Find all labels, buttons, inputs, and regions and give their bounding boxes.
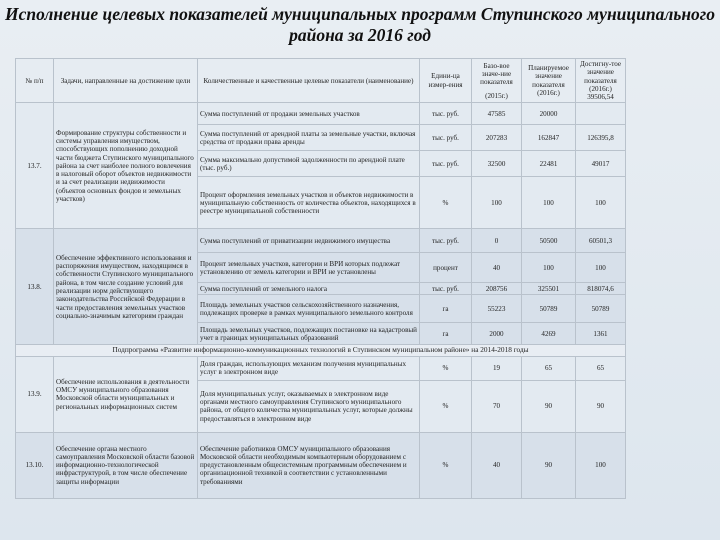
table-row xyxy=(16,356,716,380)
indicator-cell: Сумма поступлений от приватизации недвижимого имущества xyxy=(198,229,420,253)
planned-cell: 50500 xyxy=(522,229,576,253)
unit-cell: % xyxy=(420,380,472,432)
achieved-cell: 60501,3 xyxy=(576,229,626,253)
achieved-cell: 49017 xyxy=(576,151,626,177)
indicator-cell: Доля граждан, использующих механизм получения муниципальных услуг в электронном виде xyxy=(198,356,420,380)
planned-cell: 100 xyxy=(522,253,576,283)
base-cell: 2000 xyxy=(472,323,522,345)
header-planned: Планируемое значение показателя (2016г.) xyxy=(522,59,576,103)
indicators-table xyxy=(15,58,716,499)
indicator-cell: Сумма максимально допустимой задолженности по арендной плате (тыс. руб.) xyxy=(198,151,420,177)
header-unit: Едини-ца измер-ения xyxy=(420,59,472,103)
achieved-cell xyxy=(576,103,626,125)
page-title: Исполнение целевых показателей муниципальных программ Ступинского муниципального района за 2016 год xyxy=(4,4,715,45)
base-cell: 47585 xyxy=(472,103,522,125)
header-achieved xyxy=(576,59,626,103)
header-achieved-label: Достигну-тое значение показателя (2016г.) xyxy=(579,60,621,93)
task-cell: Обеспечение эффективного использования и распоряжения имуществом, находящимся в собственности Ступинского муниципального района, в том числе создание условий для реализации норм действующего законодательства Российской Федерации в части предоставления земельных участков социально-значимым категориям граждан xyxy=(54,229,198,345)
planned-cell: 20000 xyxy=(522,103,576,125)
row-num: 13.10. xyxy=(16,432,54,498)
row-num: 13.7. xyxy=(16,103,54,229)
subprogram-title: Подпрограмма «Развитие информационно-коммуникационных технологий в Ступинском муниципальном районе» на 2014-2018 годы xyxy=(16,345,626,356)
base-cell: 40 xyxy=(472,253,522,283)
planned-cell: 22481 xyxy=(522,151,576,177)
achieved-cell: 65 xyxy=(576,356,626,380)
header-base-label: Базо-вое значе-ние показателя xyxy=(480,61,513,87)
task-cell: Обеспечение органа местного самоуправления Московской области базовой информационно-технологической инфраструктурой, в том числе обеспечение защиты информации xyxy=(54,432,198,498)
header-extra-value: 39506,54 xyxy=(587,93,614,102)
indicator-cell: Сумма поступлений от продажи земельных участков xyxy=(198,103,420,125)
indicator-cell: Площадь земельных участков, подлежащих постановке на кадастровый учет в границах муниципальных образований xyxy=(198,323,420,345)
table-row xyxy=(16,103,716,125)
unit-cell: % xyxy=(420,432,472,498)
indicator-cell: Обеспечение работников ОМСУ муниципального образования Московской области необходимым компьютерным оборудованием с предустановленным общесистемным программным обеспечением и организационной техникой в соответствии с установленными требованиями xyxy=(198,432,420,498)
row-num: 13.8. xyxy=(16,229,54,345)
planned-cell: 90 xyxy=(522,432,576,498)
indicator-cell: Площадь земельных участков сельскохозяйственного назначения, подлежащих проверке в рамках муниципального земельного контроля xyxy=(198,295,420,323)
achieved-cell: 100 xyxy=(576,177,626,229)
planned-cell: 162847 xyxy=(522,125,576,151)
unit-cell: тыс. руб. xyxy=(420,283,472,295)
base-cell: 55223 xyxy=(472,295,522,323)
planned-cell: 65 xyxy=(522,356,576,380)
base-cell: 208756 xyxy=(472,283,522,295)
unit-cell: % xyxy=(420,177,472,229)
row-num: 13.9. xyxy=(16,356,54,432)
unit-cell: тыс. руб. xyxy=(420,229,472,253)
base-cell: 32500 xyxy=(472,151,522,177)
unit-cell: га xyxy=(420,323,472,345)
unit-cell: тыс. руб. xyxy=(420,151,472,177)
base-cell: 70 xyxy=(472,380,522,432)
achieved-cell: 126395,8 xyxy=(576,125,626,151)
indicator-cell: Сумма поступлений от земельного налога xyxy=(198,283,420,295)
achieved-cell: 818074,6 xyxy=(576,283,626,295)
planned-cell: 4269 xyxy=(522,323,576,345)
planned-cell: 90 xyxy=(522,380,576,432)
unit-cell: процент xyxy=(420,253,472,283)
base-cell: 19 xyxy=(472,356,522,380)
header-base xyxy=(472,59,522,103)
achieved-cell: 100 xyxy=(576,253,626,283)
header-base-year: (2015г.) xyxy=(485,91,508,100)
achieved-cell: 50789 xyxy=(576,295,626,323)
table-row xyxy=(16,229,716,253)
header-tasks: Задачи, направленные на достижение цели xyxy=(54,59,198,103)
base-cell: 0 xyxy=(472,229,522,253)
unit-cell: % xyxy=(420,356,472,380)
indicator-cell: Сумма поступлений от арендной платы за земельные участки, включая средства от продажи права аренды xyxy=(198,125,420,151)
unit-cell: тыс. руб. xyxy=(420,103,472,125)
achieved-cell: 100 xyxy=(576,432,626,498)
indicator-cell: Доля муниципальных услуг, оказываемых в электронном виде органами местного самоуправления Ступинского муниципального района, от общего количества муниципальных услуг, которые должны предоставляться в электронном виде xyxy=(198,380,420,432)
task-cell: Обеспечение использования в деятельности ОМСУ муниципального образования Московской области муниципальных и региональных информационных систем xyxy=(54,356,198,432)
subprogram-row xyxy=(16,345,716,356)
header-num: № п/п xyxy=(16,59,54,103)
planned-cell: 100 xyxy=(522,177,576,229)
header-indicators: Количественные и качественные целевые показатели (наименование) xyxy=(198,59,420,103)
table-row xyxy=(16,432,716,498)
planned-cell: 325501 xyxy=(522,283,576,295)
achieved-cell: 1361 xyxy=(576,323,626,345)
indicator-cell: Процент оформления земельных участков и объектов недвижимости в муниципальную собственность от количества объектов, находящихся в реестре муниципальной собственности xyxy=(198,177,420,229)
achieved-cell: 90 xyxy=(576,380,626,432)
base-cell: 207283 xyxy=(472,125,522,151)
unit-cell: га xyxy=(420,295,472,323)
task-cell: Формирование структуры собственности и системы управления имуществом, способствующих пополнению доходной части бюджета Ступинского муниципального района за счет наиболее полного вовлечения в налоговый оборот объектов недвижимости и за счет реализации недвижимости (объектов основных фондов и земельных участков) xyxy=(54,103,198,229)
unit-cell: тыс. руб. xyxy=(420,125,472,151)
planned-cell: 50789 xyxy=(522,295,576,323)
base-cell: 40 xyxy=(472,432,522,498)
base-cell: 100 xyxy=(472,177,522,229)
indicator-cell: Процент земельных участков, категории и ВРИ которых подлежат установлению от земель категории и ВРИ не установлены xyxy=(198,253,420,283)
table-header-row xyxy=(16,59,716,103)
